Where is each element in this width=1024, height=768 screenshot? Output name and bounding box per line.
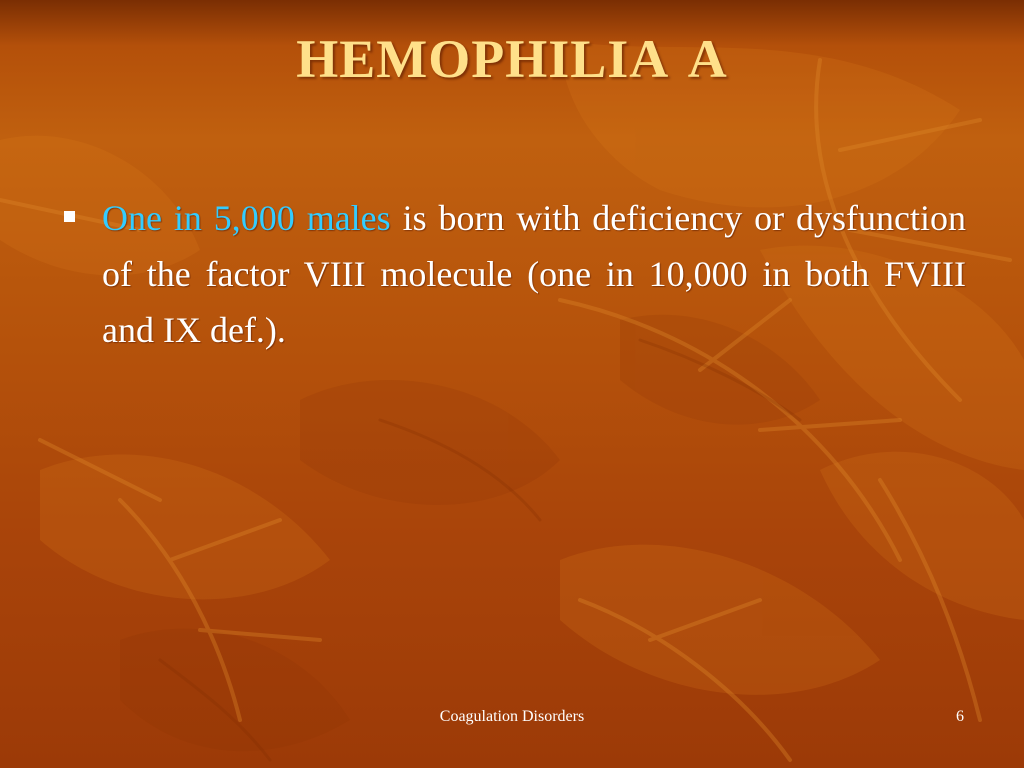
bullet-body-text: is born with deficiency or dysfunction of the factor VIII molecule (one in 10,000 in both FVIII and IX def.).: [102, 198, 966, 350]
slide-footer: [0, 708, 1024, 730]
bullet-item: [62, 190, 966, 358]
bullet-text: [102, 190, 966, 358]
square-bullet-icon: [64, 211, 75, 222]
slide-title: HEMOPHILIA A: [296, 29, 728, 89]
bullet-highlight-text: One in 5,000 males: [102, 198, 391, 238]
bullet-list: [62, 190, 966, 358]
footer-title: Coagulation Disorders: [439, 708, 585, 725]
slide-number: 6: [956, 708, 964, 725]
